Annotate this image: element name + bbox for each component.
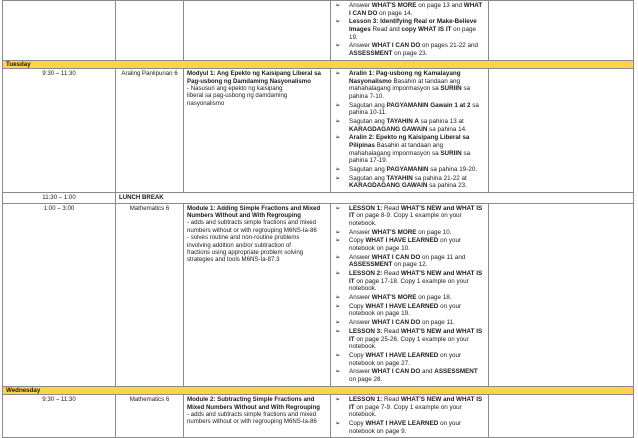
task-emphasis: Lesson 3: Identifying Real or Make-Believe Images: [349, 18, 477, 33]
task-item: [334, 70, 485, 100]
task-emphasis: WHAT'S MORE: [371, 294, 417, 302]
task-emphasis: WHAT'S NEW and WHAT IS IT: [349, 270, 483, 285]
tasks-cell: [331, 69, 489, 193]
task-list: [334, 70, 485, 190]
bullet-arrow-icon: ➢: [335, 294, 341, 302]
bullet-arrow-icon: ➢: [335, 2, 341, 9]
task-text: Copy: [349, 302, 366, 310]
task-text: on page 17-18. Copy 1 example on your notebook.: [349, 277, 469, 293]
module-competency-line: - Nasusuri ang epekto ng kaisipang: [187, 84, 283, 92]
task-emphasis: Aralin 2: Epekto ng Kaisipang Liberal sa Pilipinas: [349, 134, 470, 150]
lunch-row: [3, 193, 634, 203]
module-cell: [184, 395, 331, 438]
task-item: [334, 42, 485, 57]
task-emphasis: WHAT'S MORE: [371, 228, 417, 236]
task-text: sa pahina 23.: [427, 182, 467, 190]
task-item: [334, 328, 485, 351]
bullet-arrow-icon: ➢: [335, 42, 341, 50]
time-cell: 1:00 – 3:00: [3, 203, 116, 386]
task-text: and: [420, 368, 435, 376]
module-competency-line: - adds and subtracts simple fractions and mixed: [187, 219, 317, 227]
task-text: sa pahina 19-20.: [428, 166, 478, 173]
task-item: [334, 134, 485, 164]
task-emphasis: SURIIN: [440, 85, 462, 93]
module-competency-line: fractions using appropriate problem solving: [187, 249, 304, 256]
bullet-arrow-icon: ➢: [335, 134, 341, 142]
task-text: on page 28.: [349, 375, 383, 383]
task-emphasis: PAGYAMANIN: [386, 166, 429, 173]
tasks-cell: [331, 395, 489, 438]
task-text: Answer: [349, 42, 372, 50]
task-item: [334, 270, 485, 293]
bullet-arrow-icon: ➢: [335, 319, 341, 327]
task-emphasis: LESSON 3:: [349, 327, 383, 335]
task-list: [334, 2, 485, 58]
task-emphasis: WHAT I CAN DO: [349, 2, 483, 17]
task-emphasis: WHAT I CAN DO: [371, 42, 421, 50]
module-competency-line: numbers without or with regrouping M6NS-Ia-86: [187, 418, 317, 426]
task-emphasis: ASSESSMENT: [349, 49, 393, 57]
time-cell: [3, 1, 116, 61]
task-emphasis: WHAT I HAVE LEARNED: [365, 420, 439, 428]
time-cell: 9:30 – 11:30: [3, 69, 116, 193]
bullet-arrow-icon: ➢: [335, 174, 341, 182]
task-text: on page 18.: [416, 294, 452, 302]
task-text: Sagutan ang: [349, 101, 387, 109]
task-emphasis: WHAT I CAN DO: [371, 368, 421, 376]
task-text: Answer: [349, 2, 372, 9]
subject-cell: Araling Panlipunan 6: [116, 69, 184, 193]
task-item: [334, 303, 485, 318]
remarks-cell: [489, 203, 634, 386]
task-text: Copy: [349, 420, 366, 428]
bullet-arrow-icon: ➢: [335, 253, 341, 261]
task-text: sa pahina 21-22 at: [412, 174, 467, 182]
task-item: [334, 368, 485, 383]
task-emphasis: KARAGDAGANG GAWAIN: [349, 125, 428, 133]
bullet-arrow-icon: ➢: [335, 228, 341, 236]
task-text: on your notebook on page 19.: [349, 302, 462, 318]
time-cell: 11:30 – 1:00: [3, 193, 116, 203]
task-emphasis: ASSESSMENT: [349, 261, 393, 269]
task-text: Read and: [370, 25, 402, 33]
day-header-row: [3, 386, 634, 394]
tasks-cell: [331, 1, 489, 61]
time-cell: 9:30 – 11:30: [3, 395, 116, 438]
task-emphasis: TAYAHIN A: [386, 118, 419, 126]
task-text: on page 8-9. Copy 1 example on your notebook.: [349, 212, 462, 227]
task-emphasis: WHAT'S NEW and WHAT IS IT: [349, 204, 483, 220]
task-item: [334, 229, 485, 237]
module-competency-line: liberal sa pag-usbong ng damdaming: [187, 92, 288, 100]
task-emphasis: WHAT'S NEW and WHAT IS IT: [349, 327, 483, 343]
task-item: [334, 166, 485, 174]
task-emphasis: LESSON 2:: [349, 270, 383, 278]
task-item: [334, 2, 485, 17]
task-text: Answer: [349, 228, 372, 236]
day-header-row: [3, 60, 634, 68]
module-title: Modyul 1: Ang Epekto ng Kaisipang Liberal sa Pag-usbong ng Damdaming Nasyonalismo: [187, 70, 321, 85]
bullet-arrow-icon: ➢: [335, 118, 341, 126]
day-label: Tuesday: [3, 60, 634, 68]
task-emphasis: Aralin 1: Pag-usbong ng Kamalayang Nasyonalismo: [349, 70, 461, 85]
bullet-arrow-icon: ➢: [335, 396, 341, 404]
task-text: on page 19.: [349, 25, 476, 41]
task-text: on pages 21-22 and: [420, 42, 479, 50]
task-text: on page 12.: [392, 261, 428, 269]
module-title: Module 2: Subtracting Simple Fractions and Mixed Numbers Without and With Regrouping: [187, 396, 320, 411]
bullet-arrow-icon: ➢: [335, 166, 341, 173]
task-emphasis: WHAT'S MORE: [371, 2, 417, 9]
module-cell: [184, 203, 331, 386]
task-text: Read: [382, 327, 401, 335]
task-text: Answer: [349, 368, 372, 376]
bullet-arrow-icon: ➢: [335, 351, 341, 359]
task-item: [334, 420, 485, 435]
task-item: [334, 254, 485, 269]
task-emphasis: copy WHAT IS IT: [401, 25, 452, 33]
task-text: on your notebook on page 27.: [349, 351, 462, 367]
task-text: Basahin at tandaan ang mahahalagang impormasyon sa: [349, 142, 444, 157]
task-item: [334, 102, 485, 117]
task-text: Copy: [349, 237, 366, 245]
task-item: [334, 237, 485, 252]
module-title: Module 1: Adding Simple Fractions and Mixed Numbers Without and With Regrouping: [187, 204, 321, 219]
task-text: Sagutan ang: [349, 174, 387, 182]
task-text: on page 7-9. Copy 1 example on your notebook.: [349, 403, 462, 419]
remarks-cell: [489, 69, 634, 193]
task-emphasis: WHAT I CAN DO: [371, 253, 421, 261]
task-item: [334, 319, 485, 327]
task-text: on page 11.: [420, 319, 455, 327]
module-competency-line: numbers without or with regrouping M6NS-Ia-86: [187, 226, 317, 234]
subject-cell: [116, 1, 184, 61]
day-label: Wednesday: [3, 386, 634, 394]
task-text: on your notebook on page 9.: [349, 420, 462, 435]
task-emphasis: ASSESSMENT: [434, 368, 478, 376]
schedule-row: [3, 395, 634, 438]
task-emphasis: KARAGDAGANG GAWAIN: [349, 182, 428, 190]
task-item: [334, 205, 485, 228]
module-cell: [184, 69, 331, 193]
schedule-body: [3, 1, 634, 438]
module-competency-line: - adds and subtracts simple fractions and mixed: [187, 410, 317, 418]
task-text: Read: [382, 204, 401, 212]
bullet-arrow-icon: ➢: [335, 368, 341, 376]
bullet-arrow-icon: ➢: [335, 420, 341, 428]
subject-cell: Mathematics 6: [116, 203, 184, 386]
schedule-row: [3, 1, 634, 61]
task-text: on page 11 and: [420, 253, 466, 261]
weekly-schedule-table: [2, 0, 634, 438]
task-text: on page 25-26. Copy 1 example on your notebook.: [349, 335, 469, 351]
bullet-arrow-icon: ➢: [335, 302, 341, 310]
task-text: Answer: [349, 294, 372, 302]
bullet-arrow-icon: ➢: [335, 18, 341, 26]
task-text: Read: [382, 270, 401, 278]
task-text: sa pahina 7-10.: [349, 85, 471, 100]
task-text: on page 10.: [416, 228, 452, 236]
task-emphasis: LESSON 1:: [349, 204, 383, 212]
task-emphasis: TAYAHIN: [386, 174, 413, 182]
task-list: [334, 396, 485, 435]
task-emphasis: LESSON 1:: [349, 396, 383, 404]
task-emphasis: WHAT I HAVE LEARNED: [365, 237, 439, 245]
task-text: Read: [382, 396, 401, 404]
task-text: sa pahina 17-19.: [349, 149, 471, 165]
task-emphasis: SURIIN: [440, 149, 462, 157]
module-cell: [184, 1, 331, 61]
module-competency-line: nasyonalismo: [187, 99, 225, 107]
bullet-arrow-icon: ➢: [335, 237, 341, 245]
task-emphasis: WHAT I CAN DO: [371, 319, 421, 327]
task-text: Sagutan ang: [349, 166, 387, 173]
module-competency-line: - solves routine and non-routine problems: [187, 234, 300, 242]
task-emphasis: WHAT'S NEW and WHAT IS IT: [349, 396, 483, 411]
bullet-arrow-icon: ➢: [335, 327, 341, 335]
bullet-arrow-icon: ➢: [335, 204, 341, 212]
task-text: Basahin at tandaan ang mahahalagang impormasyon sa: [349, 77, 460, 93]
lunch-label: LUNCH BREAK: [116, 193, 634, 203]
task-text: on page 14.: [377, 9, 413, 17]
module-competency-line: strategies and tools M6NS-Ia-87.3: [187, 256, 280, 264]
task-text: on page 23.: [392, 49, 428, 57]
remarks-cell: [489, 1, 634, 61]
task-text: on your notebook on page 10.: [349, 237, 462, 252]
schedule-row: [3, 203, 634, 386]
bullet-arrow-icon: ➢: [335, 101, 341, 109]
task-item: [334, 175, 485, 190]
task-item: [334, 18, 485, 41]
task-item: [334, 118, 485, 133]
task-text: Answer: [349, 319, 372, 327]
task-text: Sagutan ang: [349, 118, 387, 126]
task-text: sa pahina 13 at: [418, 118, 464, 126]
bullet-arrow-icon: ➢: [335, 70, 341, 78]
schedule-row: [3, 69, 634, 193]
task-emphasis: WHAT I HAVE LEARNED: [365, 302, 439, 310]
bullet-arrow-icon: ➢: [335, 270, 341, 278]
task-emphasis: PAGYAMANIN Gawain 1 at 2: [386, 101, 471, 109]
task-emphasis: WHAT I HAVE LEARNED: [365, 351, 439, 359]
task-text: Answer: [349, 253, 372, 261]
task-text: sa pahina 14.: [427, 125, 467, 133]
task-item: [334, 396, 485, 419]
task-text: Copy: [349, 351, 366, 359]
tasks-cell: [331, 203, 489, 386]
task-item: [334, 294, 485, 302]
remarks-cell: [489, 395, 634, 438]
module-competency-line: involving addition and/or subtraction of: [187, 241, 291, 249]
task-item: [334, 352, 485, 367]
task-text: sa pahina 10-11.: [349, 101, 479, 117]
subject-cell: Mathematics 6: [116, 395, 184, 438]
task-text: on page 13 and: [416, 2, 464, 9]
task-list: [334, 205, 485, 384]
